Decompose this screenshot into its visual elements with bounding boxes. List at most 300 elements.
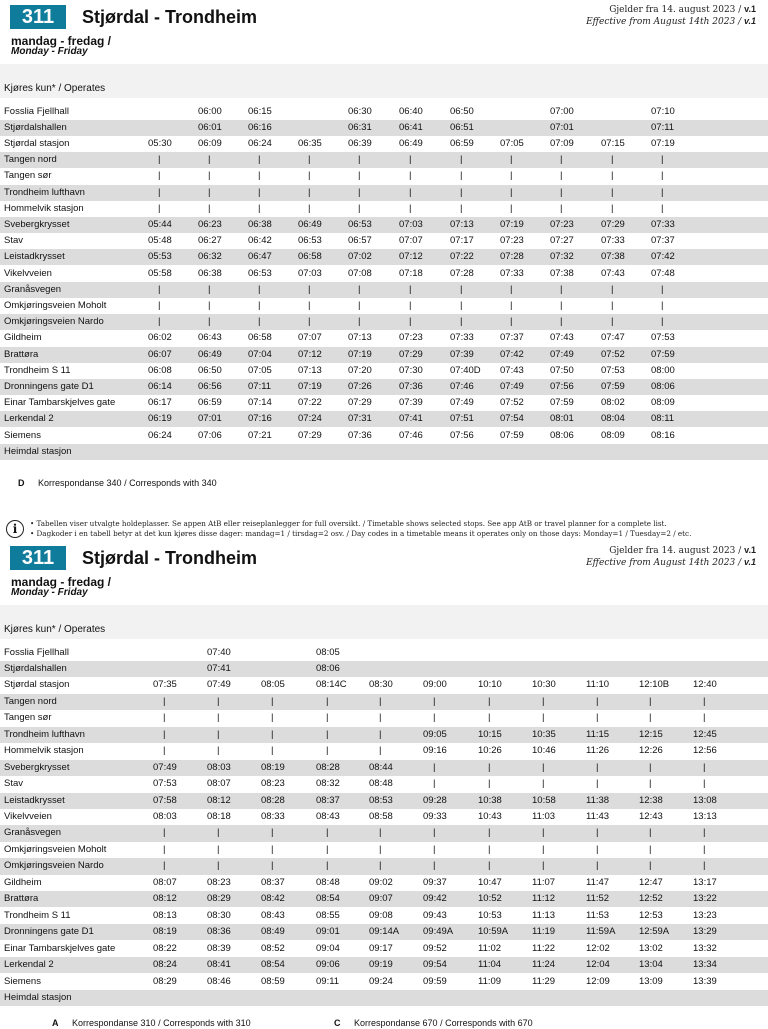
operates-label: Kjøres kun* / Operates [4,83,106,94]
departure-time: 07:56 [550,380,574,392]
departure-time: 07:00 [550,105,574,117]
departure-time: 08:46 [207,975,231,987]
stop-name: Hommelvik stasjon [4,202,84,214]
pass-through-mark: | [661,202,664,214]
departure-time: 06:53 [248,267,272,279]
table-row [0,842,768,858]
pass-through-mark: | [488,827,491,839]
pass-through-mark: | [510,299,513,311]
departure-time: 06:24 [148,429,172,441]
departure-time: 08:52 [261,942,285,954]
table-row [0,185,768,201]
departure-time: 06:32 [198,251,222,263]
pass-through-mark: | [158,154,161,166]
pass-through-mark: | [379,728,382,740]
pass-through-mark: | [208,283,211,295]
departure-time: 07:40D [450,364,481,376]
departure-time: 06:30 [348,105,372,117]
departure-time: 10:43 [478,811,502,822]
departure-time: 07:33 [500,267,524,279]
departure-time: 08:14C [316,679,347,691]
departure-time: 12:15 [639,728,663,740]
route-number-badge: 311 [10,5,66,29]
pass-through-mark: | [308,154,311,166]
departure-time: 08:23 [261,778,285,790]
table-row [0,694,768,710]
departure-time: 07:54 [500,413,524,425]
pass-through-mark: | [163,843,166,855]
pass-through-mark: | [409,170,412,182]
pass-through-mark: | [208,299,211,311]
stop-name: Tangen sør [4,170,52,182]
departure-time: 12:40 [693,679,717,691]
table-row [0,314,768,330]
departure-time: 07:33 [651,218,675,230]
departure-time: 07:04 [248,348,272,360]
pass-through-mark: | [326,843,329,855]
departure-time: 07:36 [399,380,423,392]
departure-time: 09:04 [316,942,340,954]
departure-time: 07:37 [651,235,675,247]
pass-through-mark: | [611,316,614,328]
table-row [0,760,768,776]
departure-time: 07:40 [207,646,231,658]
departure-time: 08:37 [261,876,285,888]
departure-time: 11:22 [532,942,556,954]
stop-name: Siemens [4,975,41,987]
departure-time: 07:50 [550,364,574,376]
pass-through-mark: | [308,283,311,295]
pass-through-mark: | [510,154,513,166]
departure-time: 09:11 [316,975,340,987]
departure-time: 13:29 [693,926,717,938]
departure-time: 07:48 [651,267,675,279]
departure-time: 07:33 [601,235,625,247]
pass-through-mark: | [258,283,261,295]
departure-time: 07:06 [198,429,222,441]
departure-time: 08:24 [153,959,177,971]
table-row [0,891,768,907]
departure-time: 11:04 [478,959,502,971]
departure-time: 06:41 [399,121,423,133]
table-row [0,379,768,395]
table-row [0,363,768,379]
pass-through-mark: | [488,761,491,773]
departure-time: 07:43 [601,267,625,279]
departure-time: 06:39 [348,137,372,149]
departure-time: 07:22 [450,251,474,263]
pass-through-mark: | [433,695,436,707]
table-row [0,201,768,217]
departure-time: 08:07 [153,876,177,888]
departure-time: 10:47 [478,876,502,888]
departure-time: 08:06 [316,662,340,674]
stop-name: Trondheim S 11 [4,909,71,921]
stop-name: Trondheim lufthavn [4,728,85,740]
departure-time: 13:32 [693,942,717,954]
table-row [0,347,768,363]
pass-through-mark: | [308,299,311,311]
departure-time: 07:19 [298,380,322,392]
pass-through-mark: | [703,695,706,707]
departure-time: 06:50 [450,105,474,117]
departure-time: 09:14A [369,926,400,938]
pass-through-mark: | [611,186,614,198]
stop-name: Stav [4,778,24,790]
pass-through-mark: | [703,843,706,855]
departure-time: 08:11 [651,413,675,425]
pass-through-mark: | [560,283,563,295]
pass-through-mark: | [488,712,491,724]
valid-from-no: Gjelder fra 14. august 2023 / [609,5,745,15]
departure-time: 07:53 [153,778,177,790]
departure-time: 08:05 [261,679,285,691]
departure-time: 07:53 [651,332,675,344]
departure-time: 07:02 [348,251,372,263]
pass-through-mark: | [358,283,361,295]
table-row [0,233,768,249]
departure-time: 10:46 [532,745,556,757]
departure-time: 09:59 [423,975,447,987]
validity-info [496,545,756,569]
stop-name: Granåsvegen [4,827,62,839]
pass-through-mark: | [208,202,211,214]
departure-time: 06:59 [198,397,222,409]
departure-time: 10:53 [478,909,502,921]
departure-time: 08:48 [369,778,393,790]
route-title: Stjørdal - Trondheim [82,548,258,568]
footnote-text: Korrespondanse 310 / Corresponds with 310 [72,1018,251,1028]
pass-through-mark: | [596,761,599,773]
pass-through-mark: | [217,827,220,839]
table-row [0,793,768,809]
departure-time: 07:01 [198,413,222,425]
departure-time: 08:39 [207,942,231,954]
departure-time: 07:20 [348,364,372,376]
pass-through-mark: | [379,843,382,855]
departure-time: 10:58 [532,794,556,806]
stop-name: Granåsvegen [4,283,62,295]
departure-time: 08:37 [316,794,340,806]
departure-time: 08:41 [207,959,231,971]
departure-time: 06:53 [298,235,322,247]
stop-name: Stjørdal stasjon [4,679,70,691]
table-row [0,941,768,957]
table-row [0,217,768,233]
departure-time: 07:19 [651,137,675,149]
departure-time: 11:12 [532,893,556,905]
departure-time: 07:29 [601,218,625,230]
pass-through-mark: | [560,170,563,182]
departure-time: 11:15 [586,728,610,740]
departure-time: 08:04 [601,413,625,425]
departure-time: 10:35 [532,728,556,740]
departure-time: 07:49 [450,397,474,409]
departure-time: 05:53 [148,251,172,263]
pass-through-mark: | [258,299,261,311]
info-text [30,519,691,539]
pass-through-mark: | [208,170,211,182]
pass-through-mark: | [433,778,436,790]
pass-through-mark: | [358,154,361,166]
pass-through-mark: | [611,299,614,311]
departure-time: 13:22 [693,893,717,905]
departure-time: 07:42 [500,348,524,360]
pass-through-mark: | [542,778,545,790]
pass-through-mark: | [560,186,563,198]
departure-time: 11:19 [532,926,556,938]
stop-name: Vikelvveien [4,811,52,822]
departure-time: 08:12 [207,794,231,806]
table-row [0,136,768,152]
pass-through-mark: | [661,186,664,198]
departure-time: 13:08 [693,794,717,806]
departure-time: 12:10B [639,679,670,691]
departure-time: 08:23 [207,876,231,888]
pass-through-mark: | [433,761,436,773]
departure-time: 07:28 [500,251,524,263]
departure-time: 08:33 [261,811,285,822]
departure-time: 08:01 [550,413,574,425]
departure-time: 06:57 [348,235,372,247]
departure-time: 06:38 [248,218,272,230]
table-row [0,924,768,940]
table-row [0,974,768,990]
pass-through-mark: | [271,827,274,839]
departure-time: 06:38 [198,267,222,279]
table-row [0,282,768,298]
departure-time: 10:10 [478,679,502,691]
pass-through-mark: | [596,712,599,724]
departure-time: 07:21 [248,429,272,441]
table-row [0,661,768,677]
stop-name: Dronningens gate D1 [4,380,94,392]
departure-time: 06:16 [248,121,272,133]
departure-time: 07:05 [248,364,272,376]
table-row [0,645,768,661]
departure-time: 07:12 [399,251,423,263]
pass-through-mark: | [460,154,463,166]
departure-time: 11:02 [478,942,502,954]
footnote [52,1017,251,1029]
pass-through-mark: | [379,745,382,757]
departure-time: 08:19 [261,761,285,773]
pass-through-mark: | [308,186,311,198]
pass-through-mark: | [163,745,166,757]
pass-through-mark: | [358,170,361,182]
pass-through-mark: | [308,170,311,182]
operates-band [0,605,768,639]
departure-time: 07:41 [207,662,231,674]
stop-name: Omkjøringsveien Moholt [4,843,107,855]
pass-through-mark: | [488,843,491,855]
pass-through-mark: | [510,283,513,295]
pass-through-mark: | [703,761,706,773]
stop-name: Omkjøringsveien Nardo [4,316,104,328]
pass-through-mark: | [258,316,261,328]
departure-time: 12:59A [639,926,670,938]
pass-through-mark: | [208,316,211,328]
departure-time: 08:30 [207,909,231,921]
departure-time: 07:31 [348,413,372,425]
stop-name: Trondheim lufthavn [4,186,85,198]
departure-time: 06:35 [298,137,322,149]
table-row [0,249,768,265]
departure-time: 09:37 [423,876,447,888]
departure-time: 06:49 [298,218,322,230]
pass-through-mark: | [258,154,261,166]
departure-time: 11:43 [586,811,610,822]
pass-through-mark: | [217,860,220,872]
pass-through-mark: | [258,202,261,214]
version-en: v.1 [743,16,756,26]
departure-time: 06:56 [198,380,222,392]
departure-time: 11:03 [532,811,556,822]
departure-time: 07:59 [500,429,524,441]
pass-through-mark: | [560,202,563,214]
pass-through-mark: | [158,186,161,198]
departure-time: 08:48 [316,876,340,888]
pass-through-mark: | [308,202,311,214]
pass-through-mark: | [661,154,664,166]
pass-through-mark: | [596,695,599,707]
departure-time: 12:02 [586,942,610,954]
pass-through-mark: | [596,843,599,855]
pass-through-mark: | [596,860,599,872]
departure-time: 07:10 [651,105,675,117]
stop-name: Einar Tambarskjelves gate [4,942,116,954]
pass-through-mark: | [611,202,614,214]
pass-through-mark: | [611,170,614,182]
valid-from-no: Gjelder fra 14. august 2023 / [609,546,745,556]
footnote [18,477,217,489]
pass-through-mark: | [379,860,382,872]
departure-time: 09:02 [369,876,393,888]
departure-time: 05:48 [148,235,172,247]
footnote-text: Korrespondanse 670 / Corresponds with 670 [354,1018,533,1028]
table-row [0,710,768,726]
pass-through-mark: | [433,843,436,855]
pass-through-mark: | [596,778,599,790]
departure-time: 07:58 [153,794,177,806]
departure-time: 12:09 [586,975,610,987]
pass-through-mark: | [217,712,220,724]
pass-through-mark: | [661,170,664,182]
departure-time: 07:12 [298,348,322,360]
stop-name: Stjørdalshallen [4,662,67,674]
departure-time: 09:52 [423,942,447,954]
departure-time: 08:49 [261,926,285,938]
departure-time: 08:06 [651,380,675,392]
departure-time: 06:23 [198,218,222,230]
pass-through-mark: | [271,745,274,757]
pass-through-mark: | [163,695,166,707]
departure-time: 08:22 [153,942,177,954]
departure-time: 13:23 [693,909,717,921]
departure-time: 11:09 [478,975,502,987]
departure-time: 10:38 [478,794,502,806]
departure-time: 06:50 [198,364,222,376]
departure-time: 08:55 [316,909,340,921]
stop-name: Leistadkrysset [4,251,65,263]
pass-through-mark: | [271,695,274,707]
pass-through-mark: | [326,695,329,707]
departure-time: 09:28 [423,794,447,806]
departure-time: 07:49 [550,348,574,360]
pass-through-mark: | [326,860,329,872]
pass-through-mark: | [163,827,166,839]
departure-time: 07:23 [500,235,524,247]
departure-time: 07:38 [601,251,625,263]
pass-through-mark: | [460,283,463,295]
pass-through-mark: | [379,695,382,707]
pass-through-mark: | [460,186,463,198]
departure-time: 11:59A [586,926,616,938]
route-number-badge: 311 [10,546,66,570]
departure-time: 06:43 [198,332,222,344]
table-row [0,428,768,444]
stop-name: Stjørdal stasjon [4,137,70,149]
stop-name: Einar Tambarskjelves gate [4,397,116,409]
pass-through-mark: | [510,186,513,198]
version-en: v.1 [743,557,756,567]
days-label-en: Monday - Friday [11,46,88,57]
table-row [0,908,768,924]
departure-time: 07:38 [550,267,574,279]
departure-time: 11:13 [532,909,556,921]
departure-time: 09:24 [369,975,393,987]
stop-name: Omkjøringsveien Moholt [4,299,107,311]
departure-time: 08:13 [153,909,177,921]
departure-time: 07:39 [399,397,423,409]
pass-through-mark: | [409,316,412,328]
pass-through-mark: | [379,827,382,839]
departure-time: 07:42 [651,251,675,263]
table-row [0,858,768,874]
stop-name: Svebergkrysset [4,218,70,230]
info-line-1: • Tabellen viser utvalgte holdeplasser. Se appen AtB eller reiseplanlegger for full oversikt. / Timetable shows selected stops. See app AtB or travel planner for a complete list. [30,519,667,528]
table-row [0,411,768,427]
departure-time: 07:47 [601,332,625,344]
departure-time: 08:54 [316,893,340,905]
departure-time: 09:08 [369,909,393,921]
pass-through-mark: | [409,154,412,166]
stop-name: Dronningens gate D1 [4,926,94,938]
pass-through-mark: | [542,761,545,773]
pass-through-mark: | [649,761,652,773]
table-row [0,677,768,693]
departure-time: 07:32 [550,251,574,263]
departure-time: 07:49 [207,679,231,691]
departure-time: 05:44 [148,218,172,230]
stop-name: Heimdal stasjon [4,445,72,457]
pass-through-mark: | [611,154,614,166]
departure-time: 13:09 [639,975,663,987]
table-row [0,104,768,120]
departure-time: 08:06 [550,429,574,441]
footnote-code: C [334,1018,341,1028]
pass-through-mark: | [703,860,706,872]
departure-time: 07:52 [601,348,625,360]
departure-time: 11:53 [586,909,610,921]
pass-through-mark: | [217,745,220,757]
departure-time: 12:43 [639,811,663,822]
pass-through-mark: | [649,712,652,724]
departure-time: 11:10 [586,679,610,691]
departure-time: 13:04 [639,959,663,971]
departure-time: 08:29 [153,975,177,987]
pass-through-mark: | [326,745,329,757]
